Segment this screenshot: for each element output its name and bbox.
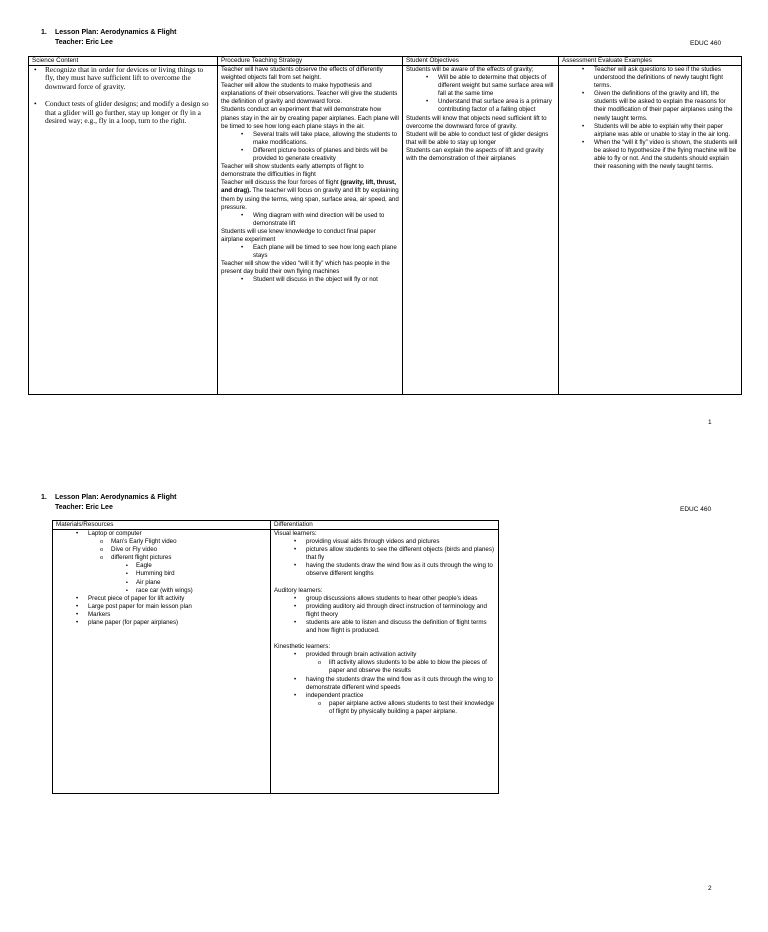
material-subitem: o Man’s Early Flight video xyxy=(56,538,267,546)
picture-item: ▪ Humming bird xyxy=(56,570,267,578)
picture-item: ▪ race car (with wings) xyxy=(56,587,267,595)
assessment-bullet: • Students will be able to explain why their paper airplane was able or unable to stay in the air long. xyxy=(562,123,738,139)
heading-number: 1. xyxy=(41,29,47,36)
visual-item: • pictures allow students to see the different objects (birds and planes) that fly xyxy=(274,546,495,562)
page-number: 2 xyxy=(708,885,712,892)
kinesthetic-item: • having the students draw the wind flow as it cuts through the wing to demonstrate different wind speeds xyxy=(274,676,495,692)
material-item: • Markers xyxy=(56,611,267,619)
forces-of-flight: (gravity, lift, thrust, and drag). xyxy=(221,179,396,195)
col-header-assessment: Assessment Evaluate Examples xyxy=(559,57,742,66)
objective-bullet: • Understand that surface area is a primary contributing factor of a falling object xyxy=(406,98,555,114)
visual-learners-title: Visual learners: xyxy=(274,530,317,537)
lesson-title: Lesson Plan: Aerodynamics & Flight xyxy=(55,494,177,501)
kinesthetic-item: • provided through brain activation activity xyxy=(274,651,495,659)
material-item: • Laptop or computer xyxy=(56,530,267,538)
procedure-cell xyxy=(218,66,403,395)
page1-header xyxy=(41,28,177,48)
procedure-text xyxy=(221,179,399,211)
procedure-bullet: • Student will discuss in the object will fly or not xyxy=(221,276,399,284)
procedure-text: Teacher will show students early attempts of flight to demonstrate the difficulties in flight xyxy=(221,163,364,179)
procedure-text: Students will use knew knowledge to conduct final paper airplane experiment xyxy=(221,227,376,243)
assessment-bullet: • Given the definitions of the gravity and lift, the students will be asked to explain the reasons for their modification of their paper airplanes using the newly taught terms. xyxy=(562,90,738,122)
material-subitem: o different flight pictures xyxy=(56,554,267,562)
assessment-bullet: • When the “will it fly” video is shown, the students will be asked to hypothesize if the flying machine will be able to fly or not. And the students should explain their reasoning with the newly taught terms. xyxy=(562,139,738,171)
teacher-name: Teacher: Eric Lee xyxy=(55,39,113,46)
picture-item: ▪ Air plane xyxy=(56,579,267,587)
procedure-text: Teacher will allow the students to make hypothesis and explanations of their observations. Teacher will give the students the definition of gravity and downward force. xyxy=(221,82,398,106)
visual-item: • providing visual aids through videos and pictures xyxy=(274,538,495,546)
science-content-cell xyxy=(29,66,218,395)
science-item: • Recognize that in order for devices or living things to fly, they must have sufficient lift to overcome the downward force of gravity. xyxy=(32,66,214,91)
page-number: 1 xyxy=(708,419,712,426)
col-header-materials: Materials/Resources xyxy=(53,521,271,530)
differentiation-cell xyxy=(271,530,499,794)
objective-text: Student will be able to conduct test of glider designs that will be able to stay up longer xyxy=(406,130,549,146)
course-code: EDUC 460 xyxy=(690,40,722,47)
lesson-title: Lesson Plan: Aerodynamics & Flight xyxy=(55,29,177,36)
kinesthetic-subitem: o paper airplane active allows students to test their knowledge of flight by physically building a paper airplane. xyxy=(274,700,495,716)
kinesthetic-subitem: o lift activity allows students to be able to blow the pieces of paper and observe the results xyxy=(274,659,495,675)
col-header-objectives: Student Objectives xyxy=(403,57,559,66)
procedure-bullet: • Several trails will take place, allowing the students to make modifications. xyxy=(221,131,399,147)
col-header-procedure: Procedure Teaching Strategy xyxy=(218,57,403,66)
auditory-item: • group discussions allows students to hear other people’s ideas xyxy=(274,595,495,603)
objective-text: Students will know that objects need sufficient lift to overcome the downward force of gravity. xyxy=(406,114,547,130)
col-header-science: Science Content xyxy=(29,57,218,66)
procedure-text: Teacher will show the video “will it fly” which has people in the present day build their own flying machines xyxy=(221,260,390,276)
objectives-cell xyxy=(403,66,559,395)
course-code: EDUC 460 xyxy=(680,506,712,513)
kinesthetic-item: • independent practice xyxy=(274,692,495,700)
procedure-text: Teacher will have students observe the effects of differently weighted objects fall from set height. xyxy=(221,66,383,82)
procedure-text-part: The teacher will focus on gravity and lift by explaining them by using the terms, wing span, surface area, air speed, and pressure. xyxy=(221,187,399,211)
assessment-bullet: • Teacher will ask questions to see if the studies understood the definitions of newly taught flight terms. xyxy=(562,66,738,90)
auditory-item: • providing auditory aid through direct instruction of terminology and flight theory xyxy=(274,603,495,619)
science-item: • Conduct tests of glider designs; and modify a design so that a glider will go further, stay up longer or fly in a desired way; e.g., fly in a loop, turn to the right. xyxy=(32,100,214,125)
material-item: • plane paper (for paper airplanes) xyxy=(56,619,267,627)
auditory-learners-title: Auditory learners: xyxy=(274,586,323,594)
col-header-differentiation: Differentiation xyxy=(271,521,499,530)
objective-bullet: • Will be able to determine that objects of different weight but same surface area will fall at the same time xyxy=(406,74,555,98)
lesson-table xyxy=(28,56,742,395)
material-subitem: o Dive or Fly video xyxy=(56,546,267,554)
visual-item: • having the students draw the wind flow as it cuts through the wing to observe different lengths xyxy=(274,562,495,578)
procedure-text: Students conduct an experiment that will demonstrate how planes stay in the air by creating paper airplanes. Each plane will be timed to see how long each plane stays in the air. xyxy=(221,106,399,130)
objective-text: Students can explain the aspects of lift and gravity with the demonstration of their airplanes xyxy=(406,146,544,163)
material-item: • Precut piece of paper for lift activity xyxy=(56,595,267,603)
teacher-name: Teacher: Eric Lee xyxy=(55,504,113,511)
procedure-bullet: • Wing diagram with wind direction will be used to demonstrate lift xyxy=(221,212,399,228)
procedure-text-part: Teacher will discuss the four forces of flight xyxy=(221,179,339,187)
picture-item: ▪ Eagle xyxy=(56,562,267,570)
material-item: • Large post paper for main lesson plan xyxy=(56,603,267,611)
procedure-bullet: • Each plane will be timed to see how long each plane stays xyxy=(221,244,399,260)
materials-cell xyxy=(53,530,271,794)
procedure-bullet: • Different picture books of planes and birds will be provided to generate creativity xyxy=(221,147,399,163)
page2-header xyxy=(41,493,177,513)
assessment-cell xyxy=(559,66,742,395)
heading-number: 1. xyxy=(41,494,47,501)
kinesthetic-learners-title: Kinesthetic learners: xyxy=(274,643,331,651)
objective-text: Students will be aware of the effects of gravity; xyxy=(406,66,534,73)
auditory-item: • students are able to listen and discuss the definition of flight terms and how flight is produced. xyxy=(274,619,495,635)
differentiation-table xyxy=(52,520,499,794)
